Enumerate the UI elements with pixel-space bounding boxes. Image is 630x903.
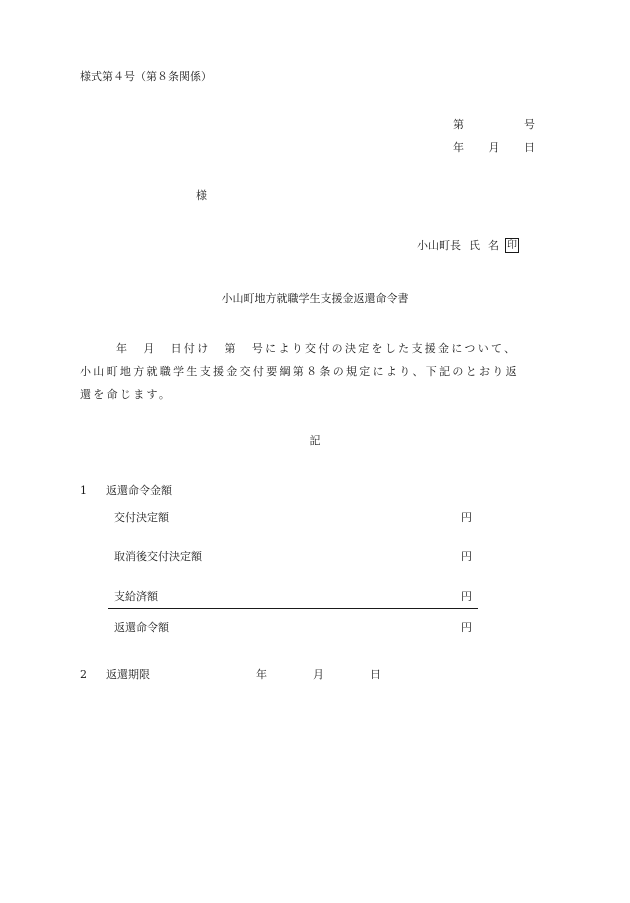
body-day: 日付け — [170, 342, 211, 355]
ki-heading: 記 — [309, 434, 321, 447]
document-title: 小山町地方就職学生支援金返還命令書 — [221, 292, 409, 305]
doc-number-suffix: 号 — [524, 118, 535, 131]
date-day: 日 — [524, 141, 535, 154]
deadline-day: 日 — [370, 668, 381, 681]
body-text — [80, 337, 555, 406]
section-2-title: 返還期限 — [106, 668, 150, 681]
amount-unit: 円 — [461, 511, 472, 524]
amount-row — [108, 509, 478, 529]
doc-number-prefix: 第 — [453, 118, 464, 131]
section-2-heading — [80, 666, 381, 682]
addressee: 様 — [196, 189, 207, 202]
amount-row — [108, 548, 478, 568]
form-number: 様式第４号（第８条関係） — [80, 70, 212, 83]
amount-unit: 円 — [461, 550, 472, 563]
date-month: 月 — [488, 141, 500, 154]
amount-label: 支給済額 — [114, 590, 158, 603]
section-1-number: 1 — [80, 484, 87, 497]
sender — [417, 237, 519, 253]
section-1-heading — [80, 482, 172, 498]
body-no: 第 — [224, 342, 238, 355]
sender-name-label-2: 名 — [488, 239, 499, 252]
amount-label: 交付決定額 — [114, 511, 169, 524]
amount-unit: 円 — [461, 621, 472, 634]
body-year: 年 — [116, 342, 130, 355]
sender-title: 小山町長 — [417, 239, 461, 252]
deadline-month: 月 — [313, 668, 324, 681]
amount-label: 取消後交付決定額 — [114, 550, 202, 563]
deadline-date — [210, 666, 381, 682]
deadline-year: 年 — [256, 668, 267, 681]
date-year: 年 — [453, 141, 464, 154]
body-line2: 小山町地方就職学生支援金交付要綱第８条の規定により、下記のとおり返 — [80, 365, 519, 378]
seal-mark: 印 — [507, 239, 517, 251]
section-2-number: 2 — [80, 668, 87, 681]
body-line1-tail: 号により交付の決定をした支援金について、 — [251, 342, 518, 355]
amount-unit: 円 — [461, 590, 472, 603]
amount-row — [108, 588, 478, 609]
body-line3: 還を命じます。 — [80, 388, 173, 401]
sender-name-label-1: 氏 — [469, 239, 480, 252]
document-number — [453, 116, 535, 132]
amount-row — [108, 619, 478, 639]
document-date — [453, 139, 535, 155]
section-1-title: 返還命令金額 — [106, 484, 172, 497]
body-month: 月 — [143, 342, 157, 355]
amount-label: 返還命令額 — [114, 621, 169, 634]
